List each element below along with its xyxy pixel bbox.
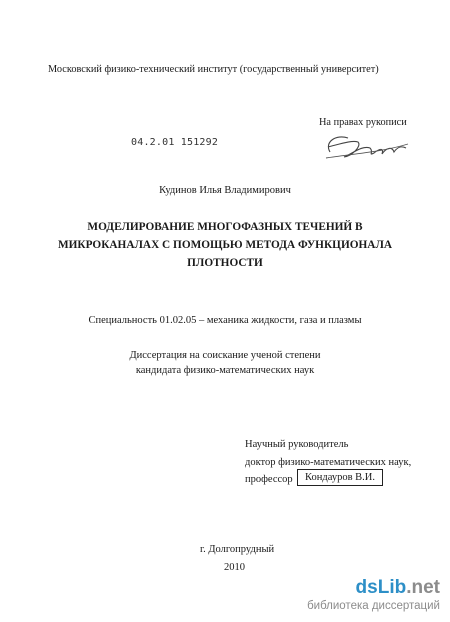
specialty-line: Специальность 01.02.05 – механика жидкости, газа и плазмы (88, 315, 362, 326)
watermark-brand (356, 577, 440, 599)
manuscript-note: На правах рукописи (319, 117, 407, 128)
author-signature (322, 130, 412, 164)
watermark-brand-part1: dsLib (355, 577, 407, 598)
institute-name: Московский физико-технический институт (государственный университет) (48, 64, 379, 75)
dslib-watermark[interactable] (307, 577, 446, 619)
dissertation-title-line: ПЛОТНОСТИ (187, 257, 263, 269)
watermark-subtitle: библиотека диссертаций (307, 600, 440, 612)
watermark-brand-part2: .net (406, 577, 440, 598)
city: г. Долгопрудный (200, 544, 275, 555)
library-stamp: 04.2.01 151292 (131, 137, 219, 148)
supervisor-degree: доктор физико-математических наук, (245, 457, 412, 468)
degree-line: Диссертация на соискание ученой степени (129, 350, 321, 361)
dissertation-title-line: МОДЕЛИРОВАНИЕ МНОГОФАЗНЫХ ТЕЧЕНИЙ В (87, 221, 363, 233)
author-name: Кудинов Илья Владимирович (159, 185, 291, 196)
supervisor-position: профессор (245, 474, 293, 485)
dissertation-title-line: МИКРОКАНАЛАХ С ПОМОЩЬЮ МЕТОДА ФУНКЦИОНАЛА (57, 239, 393, 251)
degree-line: кандидата физико-математических наук (135, 365, 315, 376)
supervisor-label: Научный руководитель (245, 439, 349, 450)
year: 2010 (224, 562, 245, 573)
supervisor-name: Кондауров В.И. (297, 469, 383, 486)
